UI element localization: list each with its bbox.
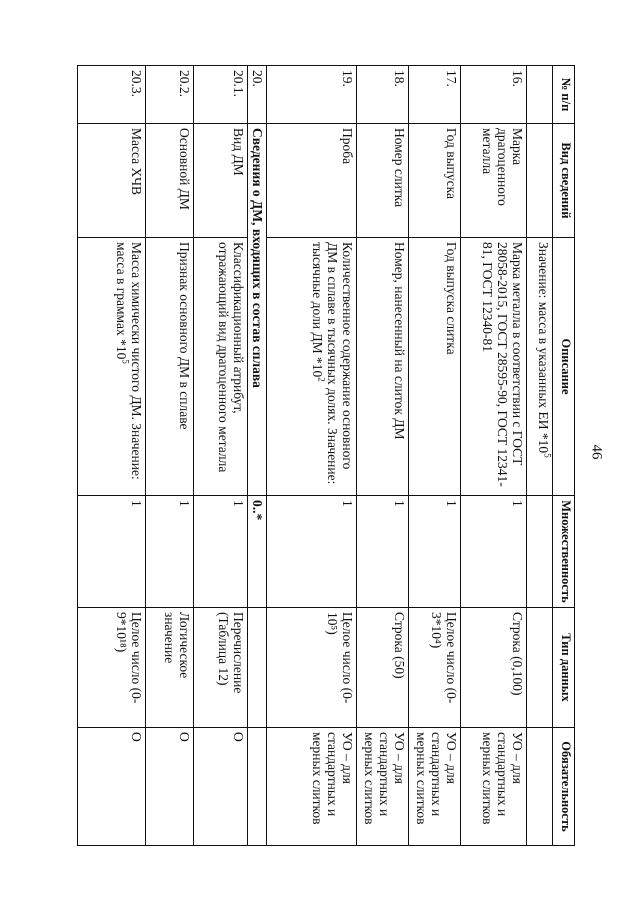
cell-description: [357, 238, 409, 496]
cell-multiplicity: [357, 496, 409, 608]
cell-multiplicity: [409, 496, 461, 608]
cell-obligation: [267, 728, 357, 846]
cell-description: [527, 238, 553, 496]
cell-num-text: 20.3.: [129, 70, 144, 97]
cell-data-type-text: Строка (0,100): [510, 612, 525, 696]
cell-num-text: 17.: [444, 70, 459, 87]
cell-section-title-text: Сведения о ДМ, входящих в состав сплава: [250, 128, 265, 388]
cell-obligation-text: УО – для стандартных и мерных слитков: [480, 732, 525, 825]
cell-obligation: [409, 728, 461, 846]
table-row: [194, 66, 248, 846]
cell-num-text: 20.1.: [231, 70, 246, 97]
cell-description-text: Год выпуска слитка: [444, 242, 459, 355]
cell-data-type-text: Строка (50): [392, 612, 407, 679]
cell-obligation: [194, 728, 248, 846]
table-row: [267, 66, 357, 846]
cell-description-text: Классификационный атрибут, отражающий вид драгоценного металла: [216, 242, 246, 473]
table-row: [527, 66, 553, 846]
cell-kind: [409, 124, 461, 238]
cell-kind: [461, 124, 527, 238]
cell-num: [194, 66, 248, 124]
cell-obligation: [78, 728, 146, 846]
cell-description: [267, 238, 357, 496]
section-row: [248, 66, 267, 846]
cell-obligation-text: УО – для стандартных и мерных слитков: [414, 732, 459, 825]
cell-description: [78, 238, 146, 496]
cell-description-superscript: 5: [542, 453, 553, 458]
cell-kind: [146, 124, 194, 238]
cell-kind-text: Основной ДМ: [177, 128, 192, 210]
cell-description: [409, 238, 461, 496]
cell-num-text: 18.: [392, 70, 407, 87]
header-multiplicity: Множественность: [553, 496, 575, 608]
cell-description-superscript: 5: [120, 359, 131, 364]
cell-data-type-text: Целое число (0-3*10⁴): [429, 612, 459, 704]
cell-section-title: [248, 124, 267, 496]
table-row: [461, 66, 527, 846]
header-row: [553, 66, 575, 846]
header-data-type: Тип данных: [553, 608, 575, 728]
cell-num-text: 16.: [510, 70, 525, 87]
cell-description-text: Признак основного ДМ в сплаве: [177, 242, 192, 430]
cell-obligation-text: О: [231, 732, 246, 742]
data-table: [77, 65, 575, 846]
table-row: [146, 66, 194, 846]
cell-obligation: [461, 728, 527, 846]
cell-data-type: [267, 608, 357, 728]
cell-kind: [267, 124, 357, 238]
cell-multiplicity-text: 1: [177, 500, 192, 507]
cell-num: [78, 66, 146, 124]
cell-data-type: [461, 608, 527, 728]
header-num: № п/п: [553, 66, 575, 124]
cell-multiplicity: [527, 496, 553, 608]
cell-description: [461, 238, 527, 496]
header-obligation: Обязательность: [553, 728, 575, 846]
cell-kind-text: Год выпуска: [444, 128, 459, 199]
cell-num: [146, 66, 194, 124]
table-row: [409, 66, 461, 846]
cell-num: [248, 66, 267, 124]
table-row: [78, 66, 146, 846]
cell-description-text: Количественное содержание основного ДМ в сплаве в тысячных долях. Значение: тысячные доли ДМ *10: [310, 242, 355, 485]
cell-data-type: [357, 608, 409, 728]
cell-description-text: Значение: масса в указанных ЕИ *10: [536, 242, 551, 454]
cell-obligation-text: УО – для стандартных и мерных слитков: [362, 732, 407, 825]
cell-multiplicity: [461, 496, 527, 608]
cell-kind-text: Вид ДМ: [231, 128, 246, 176]
cell-num: [357, 66, 409, 124]
data-table-wrapper: [100, 65, 575, 845]
cell-kind-text: Номер слитка: [392, 128, 407, 208]
cell-description: [194, 238, 248, 496]
cell-multiplicity-text: 1: [444, 500, 459, 507]
table-body: [78, 66, 553, 846]
cell-multiplicity-text: 1: [340, 500, 355, 507]
cell-kind-text: Проба: [340, 128, 355, 165]
page-number: 46: [588, 444, 605, 460]
cell-data-type-text: Целое число (0-10⁵): [325, 612, 355, 704]
cell-data-type: [527, 608, 553, 728]
cell-kind: [527, 124, 553, 238]
cell-data-type-text: Логическое значение: [162, 612, 192, 679]
table-row: [357, 66, 409, 846]
cell-data-type: [146, 608, 194, 728]
cell-obligation: [146, 728, 194, 846]
cell-multiplicity: [78, 496, 146, 608]
cell-description-text: Марка металла в соответствии с ГОСТ 28058-2015, ГОСТ 28595-90, ГОСТ 12341-81, ГОСТ 12340-81: [480, 242, 525, 487]
cell-multiplicity-text: 1: [392, 500, 407, 507]
cell-obligation-text: О: [177, 732, 192, 742]
cell-num-text: 20.: [250, 70, 265, 87]
cell-multiplicity: [194, 496, 248, 608]
cell-description-superscript: 2: [316, 377, 327, 382]
cell-kind: [78, 124, 146, 238]
cell-description-text: Масса химически чистого ДМ. Значение: масса в граммах *10: [114, 242, 144, 480]
cell-data-type: [194, 608, 248, 728]
cell-multiplicity-text: 1: [231, 500, 246, 507]
cell-obligation-text: УО – для стандартных и мерных слитков: [310, 732, 355, 825]
cell-kind: [194, 124, 248, 238]
cell-multiplicity-text: 1: [510, 500, 525, 507]
cell-num: [461, 66, 527, 124]
cell-description-text: Номер, нанесенный на слиток ДМ: [392, 242, 407, 440]
cell-multiplicity: [267, 496, 357, 608]
cell-multiplicity-text: 1: [129, 500, 144, 507]
cell-empty: [248, 608, 267, 728]
cell-num: [409, 66, 461, 124]
cell-num-text: 20.2.: [177, 70, 192, 97]
cell-num-text: 19.: [340, 70, 355, 87]
cell-kind: [357, 124, 409, 238]
cell-kind-text: Масса ХЧВ: [129, 128, 144, 196]
cell-description: [146, 238, 194, 496]
cell-num: [527, 66, 553, 124]
cell-obligation: [527, 728, 553, 846]
cell-multiplicity: [248, 496, 267, 608]
cell-data-type-text: Перечисление (Таблица 12): [216, 612, 246, 694]
cell-num: [267, 66, 357, 124]
cell-multiplicity: [146, 496, 194, 608]
cell-data-type: [409, 608, 461, 728]
cell-data-type: [78, 608, 146, 728]
cell-obligation-text: О: [129, 732, 144, 742]
header-kind: Вид сведений: [553, 124, 575, 238]
cell-data-type-text: Целое число (0-9*10¹⁸): [114, 612, 144, 704]
cell-multiplicity-text: 0..*: [250, 500, 265, 521]
cell-empty: [248, 728, 267, 846]
cell-kind-text: Марка драгоценного металла: [480, 128, 525, 206]
header-description: Описание: [553, 238, 575, 496]
cell-obligation: [357, 728, 409, 846]
